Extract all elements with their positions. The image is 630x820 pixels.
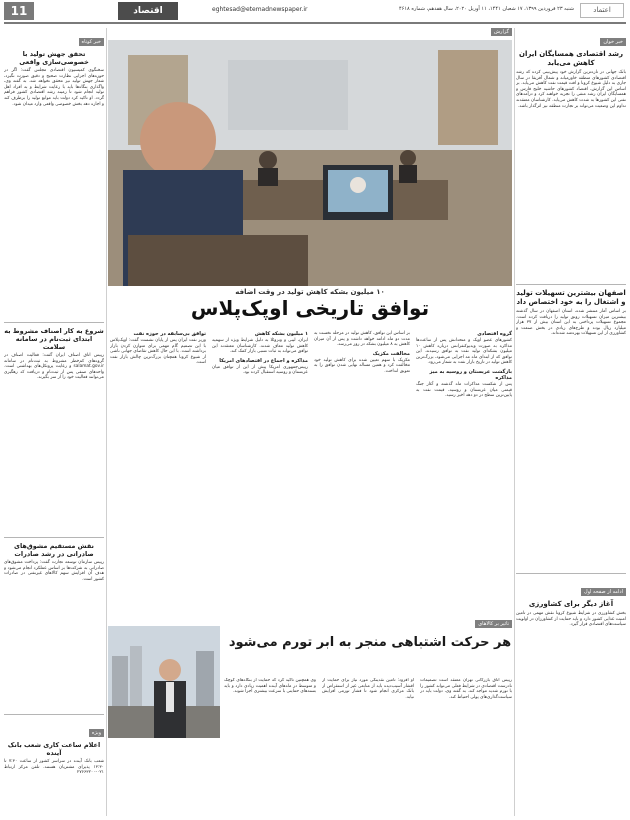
article-body: او افزود: تامین نقدینگی مورد نیاز برای حمایت از اقشار آسیب‌دیده باید از منابعی غیر از استقراض از بانک مرکزی انجام شود تا فشار تورمی افزایش نیابد. <box>322 678 414 700</box>
right-story1-title: رشد اقتصادی همسایگان ایران کاهش می‌یابد <box>519 50 623 67</box>
left-kicker: خبر کوتاه <box>79 38 104 46</box>
article-subhead: ۱ میلیون بشکه کاهش <box>254 331 308 337</box>
center-section <box>108 28 512 818</box>
left-story1-body: سخنگوی کمیسیون اقتصادی مجلس گفت: اگر در حوزه‌های اجرایی نظارت صحیح و دقیق صورت نگیرد، شعار جهش تولید نیز محقق نخواهد شد. به گفته وی، واگذاری بنگاه‌ها باید با رعایت شرایط و به افراد اهل تولید انجام شود تا زمینه رشد اقتصادی کشور فراهم گردد. او تاکید کرد دولت باید موانع تولید را برطرف کند و اجازه دهد بخش خصوصی واقعی وارد میدان شود. <box>4 68 104 107</box>
main-headline <box>108 288 512 320</box>
article-body: وی همچنین تاکید کرد که حمایت از بنگاه‌های کوچک و متوسط در ماه‌های آینده اهمیت زیادی دارد و باید بسته‌های حمایتی با سرعت بیشتری اجرا شوند. <box>224 678 316 695</box>
article-column-4 <box>110 328 206 618</box>
email-address: eghtesad@etemadnewspaper.ir <box>212 6 308 13</box>
main-headline-title: توافق تاریخی اوپک‌پلاس <box>190 296 430 320</box>
left-story4-kicker: ویژه <box>89 729 104 737</box>
article-body: رییس اتاق بازرگانی تهران معتقد است تصمیمات نادرست اقتصادی در شرایط فعلی می‌تواند کشور را با تورم شدید مواجه کند. به گفته وی، دولت باید در سیاست‌گذاری‌های پولی احتیاط کند. <box>420 678 512 700</box>
masthead <box>0 0 630 22</box>
portrait-photo-illustration <box>108 626 220 738</box>
right-story2-title: اصفهان بیشترین تسهیلات تولید و اشتغال را به خود اختصاص داد <box>516 289 626 306</box>
article-body: بر اساس این توافق، کاهش تولید در مرحله نخست به مدت دو ماه ادامه خواهد داشت و پس از آن میزان کاهش به ۸ میلیون بشکه در روز می‌رسد. <box>314 331 410 348</box>
left-story2-body: رییس اتاق اصناف ایران گفت: فعالیت اصناف در گروه‌های کم‌خطر مشروط به ثبت‌نام در سامانه salamat.gov.ir و رعایت پروتکل‌های بهداشتی است. واحدهای صنفی پس از ثبت‌نام و دریافت کد رهگیری می‌توانند فعالیت خود را از سر بگیرند. <box>4 353 104 381</box>
divider <box>516 573 626 574</box>
right-kicker: خبر خوان <box>600 38 626 46</box>
article-body: وزیر نفت ایران پس از پایان نشست گفت: اوپک‌پلاس با این تصمیم گام مهمی برای متوازن کردن بازار برداشته است. با این حال کاهش تقاضای جهانی ناشی از شیوع کرونا همچنان بزرگ‌ترین چالش بازار نفت است. <box>110 338 206 366</box>
article-body: پس از شکست مذاکرات ماه گذشته و آغاز جنگ قیمتی میان عربستان و روسیه، قیمت نفت به پایین‌ترین سطح در دو دهه اخیر رسید. <box>416 381 512 399</box>
right-story2-body: بر اساس آمار منتشر شده، استان اصفهان در سال گذشته بیشترین میزان تسهیلات رونق تولید را دریافت کرده است. مجموع تسهیلات پرداختی به این استان بیش از ۳۷ هزار میلیارد ریال بوده و طرح‌های زیادی در بخش صنعت و کشاورزی از این تسهیلات بهره‌مند شده‌اند. <box>516 309 626 337</box>
article-subhead: مذاکره و اجماع در اقتصادهای امریکا <box>219 357 308 364</box>
page-number: 11 <box>4 2 34 20</box>
article-subhead: مخالفت مکزیک <box>372 350 410 357</box>
section-label: اقتصاد <box>118 2 178 20</box>
meeting-photo-illustration <box>108 40 512 286</box>
left-column <box>4 28 104 818</box>
newspaper-logo: اعتماد <box>580 3 624 18</box>
article-subhead: بازگشت عربستان و روسیه به میز مذاکره <box>429 368 512 381</box>
issue-line: شنبه ۲۳ فروردین ۱۳۹۹، ۱۷ شعبان ۱۴۴۱، ۱۱ آوریل ۲۰۲۰، سال هفدهم، شماره ۴۶۱۸ <box>399 6 574 12</box>
second-article-column-3 <box>224 678 316 818</box>
left-story2-title: شروع به کار اصناف مشروط به ابتدای ثبت‌نام در سامانه سلامت <box>4 327 104 351</box>
main-headline-kicker: ۱۰ میلیون بشکه کاهش تولید در وقت اضافه <box>235 288 385 296</box>
column-gutter <box>514 28 515 816</box>
article-subhead: گروه اقتصادی <box>477 331 512 337</box>
portrait-photo <box>108 626 220 738</box>
left-story1-title: تحقق جهش تولید با خصوصی‌سازی واقعی <box>19 50 89 66</box>
article-column-1 <box>416 328 512 618</box>
divider <box>516 284 626 285</box>
second-kicker: تاثیر بر کالاهای <box>475 620 512 628</box>
article-column-3 <box>212 328 308 618</box>
meeting-photo <box>108 40 512 286</box>
center-kicker: گزارش <box>491 28 512 36</box>
article-body: رییس‌جمهوری امریکا پیش از این از توافق میان عربستان و روسیه استقبال کرده بود. <box>212 364 308 376</box>
left-story3-title: نقش مستقیم مشوق‌های صادراتی در رشد صادرات <box>14 542 94 558</box>
article-column-2 <box>314 328 410 618</box>
second-article-column-1 <box>420 678 512 818</box>
left-story4-title: اعلام ساعت کاری شعب بانک آینده <box>7 741 101 757</box>
left-story4-body: شعب بانک آینده در سراسر کشور از ساعت ۷:۳۰ تا ۱۳:۳۰ پذیرای مشتریان هستند. تلفن مرکز ارتباط ۰۲۱-۲۷۶۶۳۲۰۰ <box>4 759 104 776</box>
second-headline <box>228 634 512 651</box>
right-story3-body: بخش کشاورزی در شرایط شیوع کرونا نقش مهمی در تامین امنیت غذایی کشور دارد و باید حمایت از کشاورزان در اولویت سیاست‌های اقتصادی قرار گیرد. <box>516 611 626 628</box>
right-story3-kicker: ادامه از صفحه اول <box>581 588 626 596</box>
right-column <box>516 28 626 818</box>
divider <box>4 322 104 323</box>
article-body: ایران، لیبی و ونزوئلا به دلیل شرایط ویژه از سهمیه کاهش تولید معاف شدند. کارشناسان معتقدند این توافق می‌تواند به ثبات نسبی بازار کمک کند. <box>212 338 308 355</box>
right-story3-title: آغاز دیگر برای کشاورزی <box>528 600 614 608</box>
article-subhead: توافق بی‌سابقه در حوزه نفت <box>133 331 206 337</box>
column-gutter <box>106 28 107 816</box>
article-body: کشورهای عضو اوپک و متحدانش پس از ساعت‌ها مذاکره به صورت ویدیوکنفرانس درباره کاهش ۱۰ میلیون بشکه‌ای تولید نفت به توافق رسیدند. این توافق که از ابتدای ماه مه اجرایی می‌شود، بزرگ‌ترین کاهش تولید در تاریخ بازار نفت به شمار می‌رود. <box>416 338 512 366</box>
second-article-column-2 <box>322 678 414 818</box>
divider <box>4 537 104 538</box>
left-story3-body: رییس سازمان توسعه تجارت گفت: پرداخت مشوق‌های صادراتی به شرکت‌ها بر اساس عملکرد انجام می‌شود و هدف آن افزایش سهم کالاهای غیرنفتی در صادرات کشور است. <box>4 560 104 582</box>
second-headline-title: هر حرکت اشتباهی منجر به ابر تورم می‌شود <box>228 635 512 650</box>
right-story1-body: بانک جهانی در تازه‌ترین گزارش خود پیش‌بینی کرده که رشد اقتصادی کشورهای منطقه خاورمیانه و شمال آفریقا در سال جاری به دلیل شیوع کرونا و افت قیمت نفت کاهش می‌یابد. بر اساس این گزارش، اقتصاد کشورهای حاشیه خلیج فارس و همسایگان ایران رشد منفی را تجربه خواهند کرد و درآمدهای نفتی این کشورها به شدت کاهش می‌یابد. کارشناسان معتقدند تداوم این وضعیت می‌تواند بر تجارت منطقه نیز اثرگذار باشد. <box>516 70 626 109</box>
article-body: مکزیک با سهم تعیین شده برای کاهش تولید خود مخالفت کرد و همین مساله نهایی شدن توافق را به تعویق انداخت. <box>314 357 410 374</box>
divider <box>4 714 104 715</box>
header-rule <box>4 22 626 24</box>
